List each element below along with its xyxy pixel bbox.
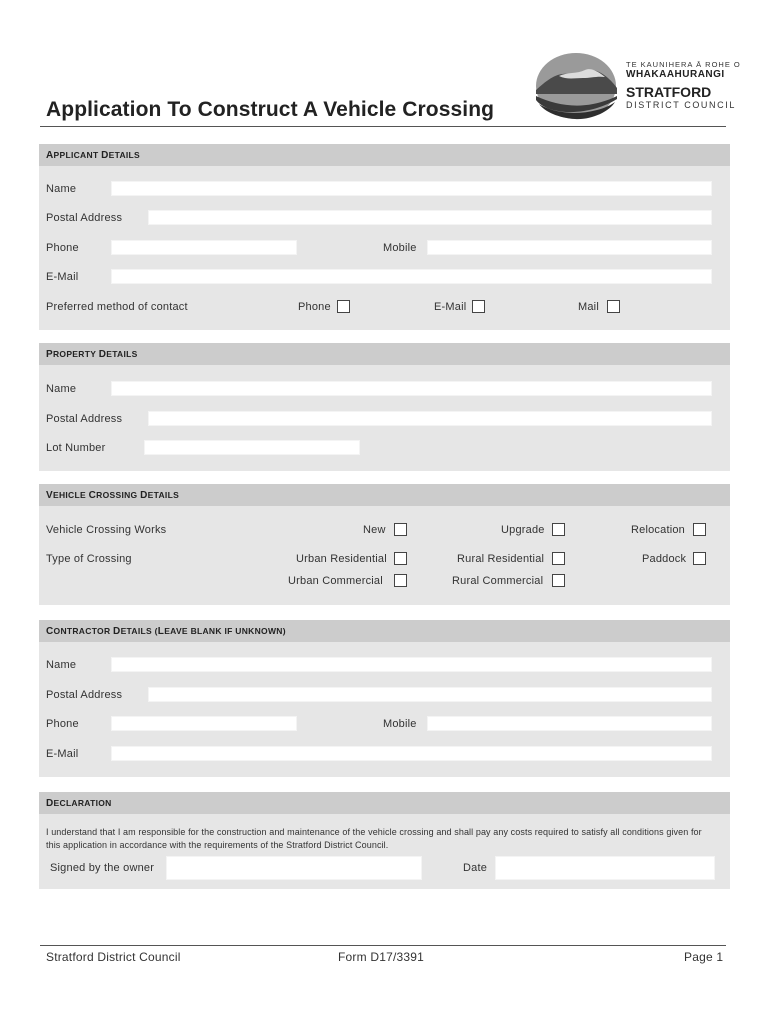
works-new-checkbox[interactable]	[394, 523, 407, 536]
section-title: APPLICANT DETAILS	[46, 150, 141, 161]
footer-form-number: Form D17/3391	[338, 950, 424, 964]
footer-council-name: Stratford District Council	[46, 950, 181, 964]
works-upgrade-checkbox[interactable]	[552, 523, 565, 536]
page-title: Application To Construct A Vehicle Crossing	[46, 98, 495, 121]
applicant-email-field[interactable]	[111, 269, 712, 284]
property-postal-field[interactable]	[148, 411, 712, 426]
contractor-details-header	[39, 620, 730, 642]
section-title: CONTRACTOR DETAILS (LEAVE BLANK IF UNKNOWN)	[46, 626, 286, 637]
vehicle-crossing-section	[39, 484, 730, 605]
contractor-name-field[interactable]	[111, 657, 712, 672]
contact-email-checkbox[interactable]	[472, 300, 485, 313]
property-name-field[interactable]	[111, 381, 712, 396]
contractor-name-label: Name	[46, 659, 77, 671]
preferred-contact-label: Preferred method of contact	[46, 301, 188, 313]
date-label: Date	[463, 862, 488, 874]
applicant-name-label: Name	[46, 183, 77, 195]
applicant-details-header	[39, 144, 730, 166]
contractor-details-section	[39, 620, 730, 777]
contractor-phone-label: Phone	[46, 718, 79, 730]
urban-commercial-label: Urban Commercial	[288, 575, 383, 587]
logo-line-2: WHAKAAHURANGI	[626, 69, 725, 80]
property-details-section	[39, 343, 730, 471]
contact-mail-checkbox[interactable]	[607, 300, 620, 313]
contractor-postal-label: Postal Address	[46, 689, 123, 701]
applicant-details-section	[39, 144, 730, 330]
logo-line-1: TE KAUNIHERA Ā ROHE O	[626, 60, 741, 69]
urban-commercial-checkbox[interactable]	[394, 574, 407, 587]
title-divider	[40, 126, 726, 127]
property-postal-label: Postal Address	[46, 413, 123, 425]
contractor-postal-field[interactable]	[148, 687, 712, 702]
declaration-text: I understand that I am responsible for the construction and maintenance of the vehicle crossing and shall pay any costs required to satisfy all conditions given for this application in accordance with the requirements of the Stratford District Council.	[46, 827, 702, 850]
applicant-postal-label: Postal Address	[46, 212, 123, 224]
applicant-name-field[interactable]	[111, 181, 712, 196]
section-title: PROPERTY DETAILS	[46, 349, 138, 360]
applicant-email-label: E-Mail	[46, 271, 79, 283]
mountain-logo-icon	[533, 50, 623, 124]
council-logo	[533, 50, 741, 124]
owner-signature-field[interactable]	[166, 856, 422, 880]
contact-mail-label: Mail	[578, 301, 599, 313]
contractor-email-label: E-Mail	[46, 748, 79, 760]
rural-residential-checkbox[interactable]	[552, 552, 565, 565]
applicant-phone-label: Phone	[46, 242, 79, 254]
crossing-works-label: Vehicle Crossing Works	[46, 524, 167, 536]
works-relocation-label: Relocation	[631, 524, 685, 536]
section-title: VEHICLE CROSSING DETAILS	[46, 490, 180, 501]
property-name-label: Name	[46, 383, 77, 395]
paddock-checkbox[interactable]	[693, 552, 706, 565]
footer-divider	[40, 945, 726, 946]
signed-by-owner-label: Signed by the owner	[50, 862, 155, 874]
contractor-email-field[interactable]	[111, 746, 712, 761]
urban-residential-checkbox[interactable]	[394, 552, 407, 565]
contact-email-label: E-Mail	[434, 301, 467, 313]
rural-commercial-label: Rural Commercial	[452, 575, 544, 587]
applicant-postal-field[interactable]	[148, 210, 712, 225]
applicant-phone-field[interactable]	[111, 240, 297, 255]
lot-number-label: Lot Number	[46, 442, 106, 454]
date-field[interactable]	[495, 856, 715, 880]
works-relocation-checkbox[interactable]	[693, 523, 706, 536]
declaration-section	[39, 792, 730, 889]
works-new-label: New	[363, 524, 386, 536]
lot-number-field[interactable]	[144, 440, 360, 455]
contractor-mobile-label: Mobile	[383, 718, 417, 730]
declaration-header	[39, 792, 730, 814]
applicant-mobile-label: Mobile	[383, 242, 417, 254]
contact-phone-label: Phone	[298, 301, 331, 313]
contact-phone-checkbox[interactable]	[337, 300, 350, 313]
rural-residential-label: Rural Residential	[457, 553, 545, 565]
rural-commercial-checkbox[interactable]	[552, 574, 565, 587]
applicant-mobile-field[interactable]	[427, 240, 712, 255]
contractor-mobile-field[interactable]	[427, 716, 712, 731]
logo-line-4: DISTRICT COUNCIL	[626, 100, 736, 110]
footer-page-number: Page 1	[684, 950, 724, 964]
property-details-header	[39, 343, 730, 365]
section-title: DECLARATION	[46, 798, 112, 809]
contractor-phone-field[interactable]	[111, 716, 297, 731]
works-upgrade-label: Upgrade	[501, 524, 545, 536]
logo-line-3: STRATFORD	[626, 84, 712, 100]
urban-residential-label: Urban Residential	[296, 553, 387, 565]
paddock-label: Paddock	[642, 553, 687, 565]
crossing-type-label: Type of Crossing	[46, 553, 132, 565]
vehicle-crossing-header	[39, 484, 730, 506]
